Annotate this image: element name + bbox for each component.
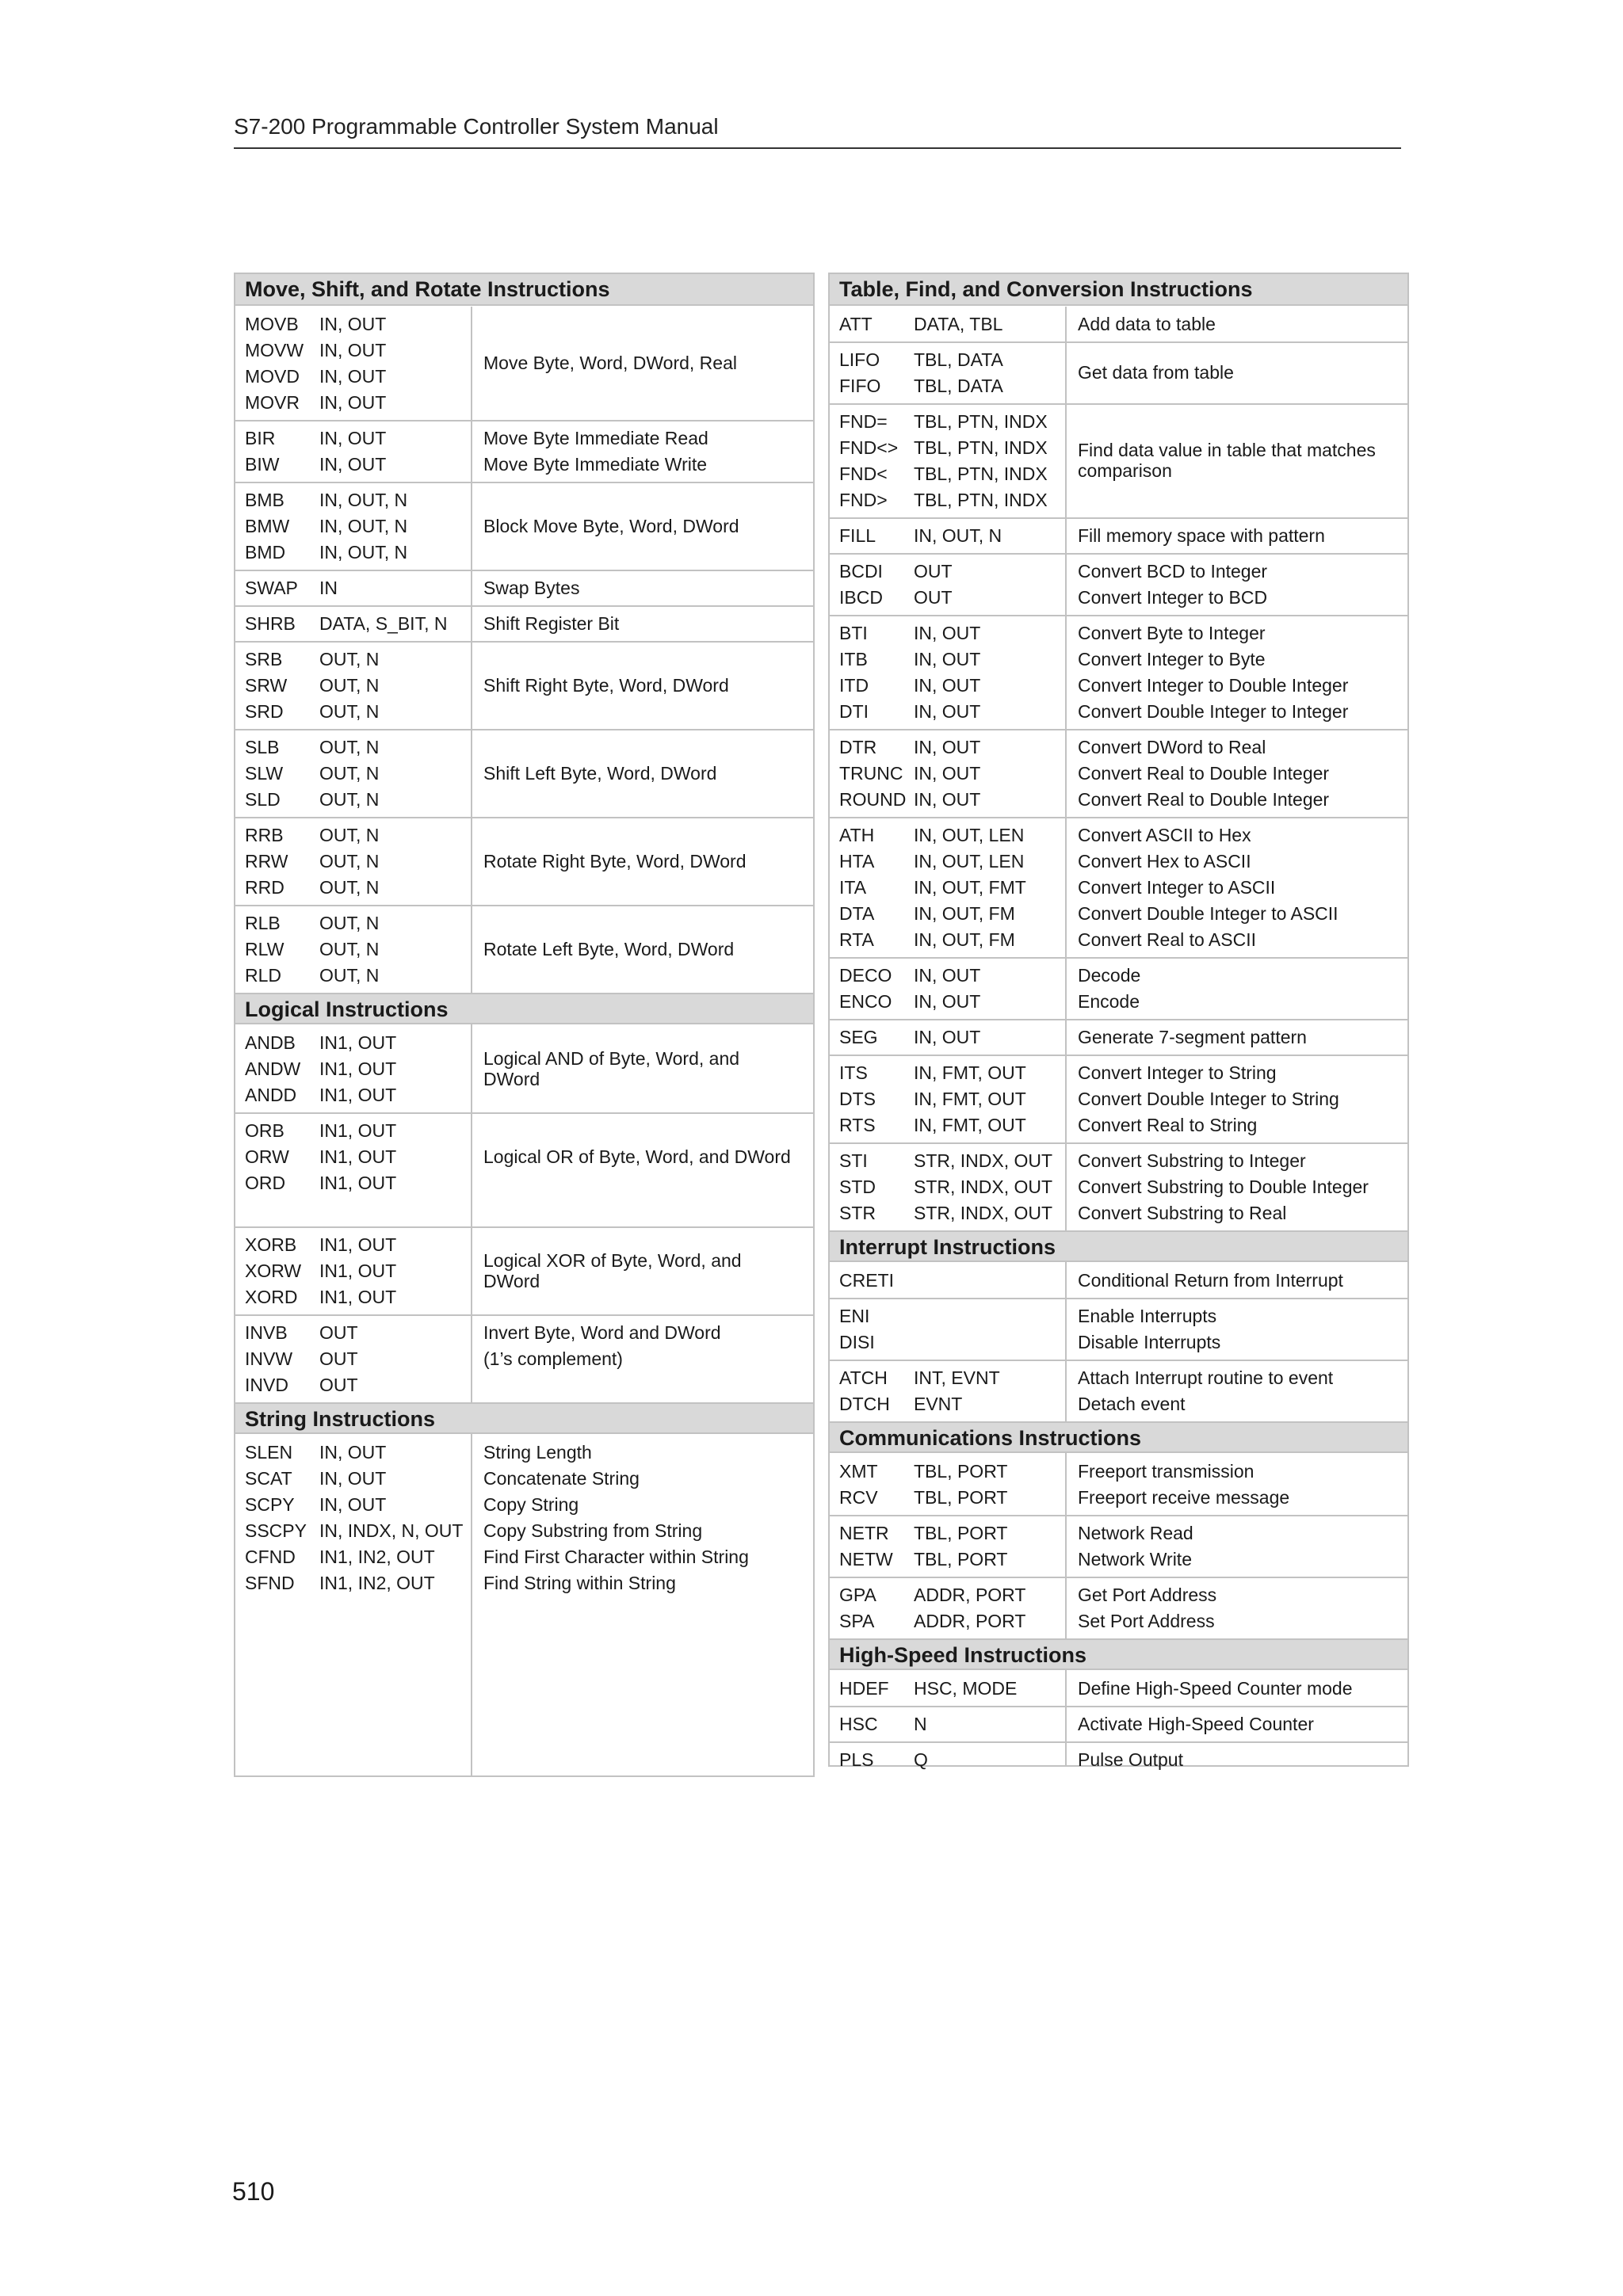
instruction-operands: IN, OUT	[319, 1468, 387, 1489]
instruction-operands: IN, OUT, FM	[914, 903, 1015, 924]
instruction-mnemonic: DTR	[839, 737, 877, 757]
instruction-operands: IN, OUT	[914, 991, 981, 1012]
instruction-operands: STR, INDX, OUT	[914, 1203, 1053, 1223]
instruction-mnemonic: FND<	[839, 463, 888, 484]
instruction-mnemonic: SLB	[245, 737, 280, 757]
instruction-mnemonic: CFND	[245, 1547, 296, 1567]
instruction-operands: IN, FMT, OUT	[914, 1115, 1026, 1135]
instruction-mnemonic: CRETI	[839, 1270, 894, 1291]
instruction-operands: TBL, PORT	[914, 1461, 1008, 1482]
instruction-description: Define High-Speed Counter mode	[1078, 1678, 1353, 1699]
instruction-mnemonic: DISI	[839, 1332, 875, 1352]
instruction-mnemonic: ITS	[839, 1062, 868, 1083]
instruction-mnemonic: MOVD	[245, 366, 300, 387]
instruction-mnemonic: ITB	[839, 649, 868, 669]
instruction-description: Activate High-Speed Counter	[1078, 1714, 1314, 1734]
instruction-operands: OUT, N	[319, 763, 380, 784]
instruction-description: Move Byte Immediate Write	[483, 454, 708, 475]
instruction-mnemonic: FND<>	[839, 437, 899, 458]
instruction-operands: IN, FMT, OUT	[914, 1089, 1026, 1109]
instruction-description: Swap Bytes	[483, 578, 580, 598]
instruction-mnemonic: TRUNC	[839, 763, 903, 784]
instruction-description: Convert Integer to String	[1078, 1062, 1277, 1083]
instruction-mnemonic: SRD	[245, 701, 284, 722]
instruction-operands: IN1, IN2, OUT	[319, 1547, 435, 1567]
instruction-description: Shift Right Byte, Word, DWord	[483, 674, 729, 696]
instruction-description: Convert Hex to ASCII	[1078, 851, 1251, 871]
instruction-mnemonic: ENI	[839, 1306, 870, 1326]
right-instruction-table	[828, 273, 1409, 1770]
instruction-mnemonic: ITA	[839, 877, 867, 898]
instruction-operands: STR, INDX, OUT	[914, 1150, 1053, 1171]
instruction-operands: OUT	[319, 1322, 358, 1343]
instruction-description: Shift Register Bit	[483, 613, 620, 634]
instruction-mnemonic: BIW	[245, 454, 280, 475]
instruction-operands: TBL, PORT	[914, 1487, 1008, 1508]
instruction-mnemonic: HDEF	[839, 1678, 889, 1699]
instruction-operands: OUT, N	[319, 737, 380, 757]
instruction-operands: TBL, DATA	[914, 349, 1003, 370]
instruction-mnemonic: BIR	[245, 428, 276, 448]
instruction-mnemonic: SLD	[245, 789, 281, 810]
instruction-description: Concatenate String	[483, 1468, 640, 1489]
instruction-mnemonic: XORD	[245, 1287, 298, 1307]
instruction-description: Convert Integer to Double Integer	[1078, 675, 1349, 696]
instruction-operands: IN, OUT	[319, 1442, 387, 1463]
instruction-operands: OUT, N	[319, 851, 380, 871]
instruction-description: Convert Integer to BCD	[1078, 587, 1268, 608]
instruction-mnemonic: RCV	[839, 1487, 878, 1508]
instruction-operands: IN, OUT, N	[319, 516, 408, 536]
instruction-operands: DATA, TBL	[914, 314, 1003, 334]
section-header: Logical Instructions	[235, 993, 813, 1024]
instruction-mnemonic: SLEN	[245, 1442, 293, 1463]
instruction-description: Copy Substring from String	[483, 1520, 703, 1541]
instruction-mnemonic: FND=	[839, 411, 888, 432]
instruction-description: Logical XOR of Byte, Word, and DWord	[483, 1249, 742, 1291]
instruction-description: Freeport receive message	[1078, 1487, 1290, 1508]
instruction-description: Pulse Output	[1078, 1749, 1183, 1770]
instruction-description: Convert Byte to Integer	[1078, 623, 1266, 643]
instruction-operands: OUT	[319, 1348, 358, 1369]
instruction-description: Convert Substring to Integer	[1078, 1150, 1306, 1171]
instruction-mnemonic: DTCH	[839, 1394, 890, 1414]
instruction-operands: IN, OUT	[914, 649, 981, 669]
instruction-mnemonic: IBCD	[839, 587, 883, 608]
instruction-description: String Length	[483, 1442, 592, 1463]
instruction-description: Move Byte, Word, DWord, Real	[483, 353, 737, 373]
instruction-operands: IN, OUT, N	[914, 525, 1002, 546]
instruction-operands: OUT, N	[319, 913, 380, 933]
instruction-operands: HSC, MODE	[914, 1678, 1018, 1699]
instruction-mnemonic: BMD	[245, 542, 286, 563]
instruction-description: Freeport transmission	[1078, 1461, 1254, 1482]
instruction-operands: IN1, OUT	[319, 1085, 397, 1105]
instruction-mnemonic: INVB	[245, 1322, 288, 1343]
instruction-operands: IN	[319, 578, 338, 598]
instruction-mnemonic: BTI	[839, 623, 868, 643]
instruction-operands: IN, OUT	[914, 763, 981, 784]
instruction-operands: Q	[914, 1749, 928, 1770]
instruction-operands: IN1, OUT	[319, 1234, 397, 1255]
instruction-operands: IN, OUT	[914, 737, 981, 757]
instruction-operands: ADDR, PORT	[914, 1585, 1026, 1605]
instruction-mnemonic: ANDD	[245, 1085, 297, 1105]
instruction-operands: IN, OUT	[319, 392, 387, 413]
instruction-mnemonic: ATH	[839, 825, 875, 845]
instruction-operands: OUT, N	[319, 789, 380, 810]
instruction-operands: OUT, N	[319, 877, 380, 898]
instruction-description: Conditional Return from Interrupt	[1078, 1270, 1343, 1291]
instruction-operands: DATA, S_BIT, N	[319, 613, 448, 634]
instruction-operands: IN, OUT	[914, 623, 981, 643]
instruction-mnemonic: MOVR	[245, 392, 300, 413]
instruction-operands: N	[914, 1714, 927, 1734]
instruction-operands: OUT, N	[319, 965, 380, 986]
instruction-mnemonic: RRW	[245, 851, 288, 871]
instruction-operands: IN1, OUT	[319, 1173, 397, 1193]
instruction-operands: IN1, OUT	[319, 1058, 397, 1079]
instruction-operands: IN, OUT	[319, 428, 387, 448]
instruction-mnemonic: MOVB	[245, 314, 299, 334]
instruction-operands: IN, OUT	[914, 965, 981, 986]
instruction-description: Find String within String	[483, 1573, 676, 1593]
instruction-description: Get Port Address	[1078, 1585, 1217, 1605]
instruction-mnemonic: XORB	[245, 1234, 297, 1255]
instruction-operands: TBL, PTN, INDX	[914, 437, 1048, 458]
manual-title: S7-200 Programmable Controller System Manual	[234, 114, 719, 139]
instruction-description: Convert BCD to Integer	[1078, 561, 1268, 582]
section-header: Table, Find, and Conversion Instructions	[830, 274, 1407, 306]
instruction-operands: IN, OUT, FM	[914, 929, 1015, 950]
instruction-mnemonic: STI	[839, 1150, 868, 1171]
instruction-mnemonic: SLW	[245, 763, 284, 784]
instruction-operands: IN1, IN2, OUT	[319, 1573, 435, 1593]
instruction-description: Convert DWord to Real	[1078, 737, 1266, 757]
instruction-description: Convert Integer to ASCII	[1078, 877, 1276, 898]
instruction-operands: OUT, N	[319, 649, 380, 669]
instruction-mnemonic: SPA	[839, 1611, 875, 1631]
instruction-mnemonic: FIFO	[839, 376, 881, 396]
section-header: Interrupt Instructions	[830, 1230, 1407, 1262]
instruction-operands: OUT, N	[319, 939, 380, 959]
instruction-mnemonic: ORB	[245, 1120, 285, 1141]
instruction-description: Add data to table	[1078, 314, 1216, 334]
instruction-description: Find data value in table that matches comparison	[1078, 440, 1376, 481]
instruction-mnemonic: INVW	[245, 1348, 293, 1369]
instruction-mnemonic: RLW	[245, 939, 285, 959]
section-header: Communications Instructions	[830, 1421, 1407, 1453]
section-header: Move, Shift, and Rotate Instructions	[235, 274, 813, 306]
instruction-mnemonic: XORW	[245, 1261, 302, 1281]
instruction-operands: IN1, OUT	[319, 1032, 397, 1053]
page-number: 510	[232, 2177, 275, 2206]
instruction-mnemonic: RTS	[839, 1115, 876, 1135]
instruction-mnemonic: FILL	[839, 525, 876, 546]
instruction-description: Set Port Address	[1078, 1611, 1215, 1631]
section-header: High-Speed Instructions	[830, 1638, 1407, 1670]
instruction-operands: IN1, OUT	[319, 1261, 397, 1281]
instruction-description: Shift Left Byte, Word, DWord	[483, 762, 717, 784]
instruction-operands: IN, OUT	[319, 454, 387, 475]
page-header	[234, 114, 1401, 149]
instruction-mnemonic: SEG	[839, 1027, 878, 1047]
instruction-description: Enable Interrupts	[1078, 1306, 1217, 1326]
instruction-description: Get data from table	[1078, 362, 1234, 383]
instruction-mnemonic: SRB	[245, 649, 283, 669]
instruction-operands: INT, EVNT	[914, 1367, 1000, 1388]
instruction-operands: IN, INDX, N, OUT	[319, 1520, 464, 1541]
instruction-operands: OUT, N	[319, 675, 380, 696]
instruction-description: Rotate Right Byte, Word, DWord	[483, 850, 747, 871]
instruction-mnemonic: BMB	[245, 490, 285, 510]
instruction-mnemonic: RLB	[245, 913, 281, 933]
instruction-mnemonic: RLD	[245, 965, 282, 986]
instruction-mnemonic: SSCPY	[245, 1520, 307, 1541]
instruction-operands: TBL, PORT	[914, 1549, 1008, 1569]
instruction-mnemonic: HTA	[839, 851, 875, 871]
instruction-mnemonic: STD	[839, 1177, 876, 1197]
instruction-mnemonic: ENCO	[839, 991, 892, 1012]
instruction-mnemonic: BCDI	[839, 561, 883, 582]
instruction-description: Network Read	[1078, 1523, 1193, 1543]
instruction-description: Invert Byte, Word and DWord	[483, 1322, 721, 1343]
instruction-description: Convert Double Integer to ASCII	[1078, 903, 1338, 924]
instruction-mnemonic: RRD	[245, 877, 285, 898]
instruction-description: Convert Integer to Byte	[1078, 649, 1266, 669]
instruction-description: Convert Real to ASCII	[1078, 929, 1256, 950]
instruction-description: Convert ASCII to Hex	[1078, 825, 1251, 845]
instruction-description: Rotate Left Byte, Word, DWord	[483, 938, 735, 959]
instruction-mnemonic: ANDW	[245, 1058, 301, 1079]
instruction-mnemonic: ATT	[839, 314, 873, 334]
instruction-operands: IN, OUT	[319, 314, 387, 334]
instruction-description: Disable Interrupts	[1078, 1332, 1221, 1352]
instruction-mnemonic: ANDB	[245, 1032, 296, 1053]
instruction-mnemonic: PLS	[839, 1749, 874, 1770]
instruction-description: Block Move Byte, Word, DWord	[483, 515, 739, 536]
instruction-mnemonic: SRW	[245, 675, 288, 696]
instruction-description: Fill memory space with pattern	[1078, 525, 1325, 546]
instruction-mnemonic: DTS	[839, 1089, 876, 1109]
instruction-operands: IN, OUT, LEN	[914, 825, 1025, 845]
instruction-mnemonic: DTI	[839, 701, 869, 722]
instruction-operands: IN1, OUT	[319, 1146, 397, 1167]
instruction-mnemonic: LIFO	[839, 349, 880, 370]
instruction-description: Decode	[1078, 965, 1141, 986]
instruction-operands: STR, INDX, OUT	[914, 1177, 1053, 1197]
instruction-operands: IN, OUT, FMT	[914, 877, 1026, 898]
instruction-mnemonic: RTA	[839, 929, 874, 950]
instruction-description: Find First Character within String	[483, 1547, 749, 1567]
instruction-operands: OUT	[914, 561, 953, 582]
instruction-description: Generate 7-segment pattern	[1078, 1027, 1307, 1047]
instruction-operands: IN1, OUT	[319, 1287, 397, 1307]
instruction-mnemonic: DTA	[839, 903, 875, 924]
instruction-mnemonic: SCAT	[245, 1468, 292, 1489]
instruction-mnemonic: ROUND	[839, 789, 907, 810]
instruction-operands: IN, FMT, OUT	[914, 1062, 1026, 1083]
instruction-description: Convert Real to String	[1078, 1115, 1258, 1135]
instruction-mnemonic: STR	[839, 1203, 876, 1223]
instruction-operands: IN, OUT	[319, 1494, 387, 1515]
instruction-operands: OUT	[319, 1375, 358, 1395]
instruction-operands: EVNT	[914, 1394, 963, 1414]
instruction-operands: TBL, PORT	[914, 1523, 1008, 1543]
instruction-description: Convert Real to Double Integer	[1078, 763, 1330, 784]
instruction-operands: IN, OUT, N	[319, 542, 408, 563]
instruction-operands: TBL, DATA	[914, 376, 1003, 396]
instruction-mnemonic: MOVW	[245, 340, 304, 360]
instruction-operands: IN, OUT	[914, 675, 981, 696]
instruction-mnemonic: NETR	[839, 1523, 889, 1543]
instruction-operands: IN, OUT	[914, 1027, 981, 1047]
instruction-mnemonic: SCPY	[245, 1494, 295, 1515]
instruction-mnemonic: FND>	[839, 490, 888, 510]
instruction-description: Convert Double Integer to String	[1078, 1089, 1339, 1109]
instruction-operands: OUT	[914, 587, 953, 608]
instruction-mnemonic: DECO	[839, 965, 892, 986]
instruction-mnemonic: NETW	[839, 1549, 893, 1569]
instruction-operands: TBL, PTN, INDX	[914, 490, 1048, 510]
instruction-operands: IN, OUT	[319, 340, 387, 360]
section-header: String Instructions	[235, 1402, 813, 1434]
instruction-mnemonic: XMT	[839, 1461, 878, 1482]
instruction-operands: IN, OUT	[319, 366, 387, 387]
instruction-description: (1’s complement)	[483, 1348, 623, 1369]
instruction-mnemonic: SFND	[245, 1573, 295, 1593]
instruction-operands: OUT, N	[319, 701, 380, 722]
instruction-description: Convert Real to Double Integer	[1078, 789, 1330, 810]
instruction-mnemonic: ITD	[839, 675, 869, 696]
instruction-operands: IN, OUT	[914, 789, 981, 810]
instruction-operands: IN, OUT, N	[319, 490, 408, 510]
instruction-operands: IN, OUT, LEN	[914, 851, 1025, 871]
instruction-mnemonic: INVD	[245, 1375, 288, 1395]
instruction-operands: TBL, PTN, INDX	[914, 411, 1048, 432]
instruction-operands: OUT, N	[319, 825, 380, 845]
instruction-description: Detach event	[1078, 1394, 1186, 1414]
instruction-mnemonic: SHRB	[245, 613, 296, 634]
instruction-operands: IN1, OUT	[319, 1120, 397, 1141]
instruction-mnemonic: GPA	[839, 1585, 876, 1605]
instruction-mnemonic: ORD	[245, 1173, 286, 1193]
instruction-operands: IN, OUT	[914, 701, 981, 722]
instruction-description: Copy String	[483, 1494, 579, 1515]
left-instruction-table	[234, 273, 815, 1777]
instruction-description: Network Write	[1078, 1549, 1192, 1569]
instruction-description: Logical OR of Byte, Word, and DWord	[483, 1146, 791, 1167]
instruction-description: Convert Substring to Real	[1078, 1203, 1287, 1223]
instruction-mnemonic: ATCH	[839, 1367, 888, 1388]
instruction-description: Convert Substring to Double Integer	[1078, 1177, 1369, 1197]
instruction-mnemonic: HSC	[839, 1714, 878, 1734]
instruction-description: Encode	[1078, 991, 1140, 1012]
instruction-description: Logical AND of Byte, Word, and DWord	[483, 1047, 740, 1089]
instruction-description: Convert Double Integer to Integer	[1078, 701, 1349, 722]
instruction-mnemonic: RRB	[245, 825, 284, 845]
instruction-description: Move Byte Immediate Read	[483, 428, 708, 448]
instruction-operands: ADDR, PORT	[914, 1611, 1026, 1631]
instruction-mnemonic: SWAP	[245, 578, 298, 598]
instruction-operands: TBL, PTN, INDX	[914, 463, 1048, 484]
instruction-description: Attach Interrupt routine to event	[1078, 1367, 1334, 1388]
instruction-mnemonic: ORW	[245, 1146, 289, 1167]
instruction-mnemonic: BMW	[245, 516, 290, 536]
